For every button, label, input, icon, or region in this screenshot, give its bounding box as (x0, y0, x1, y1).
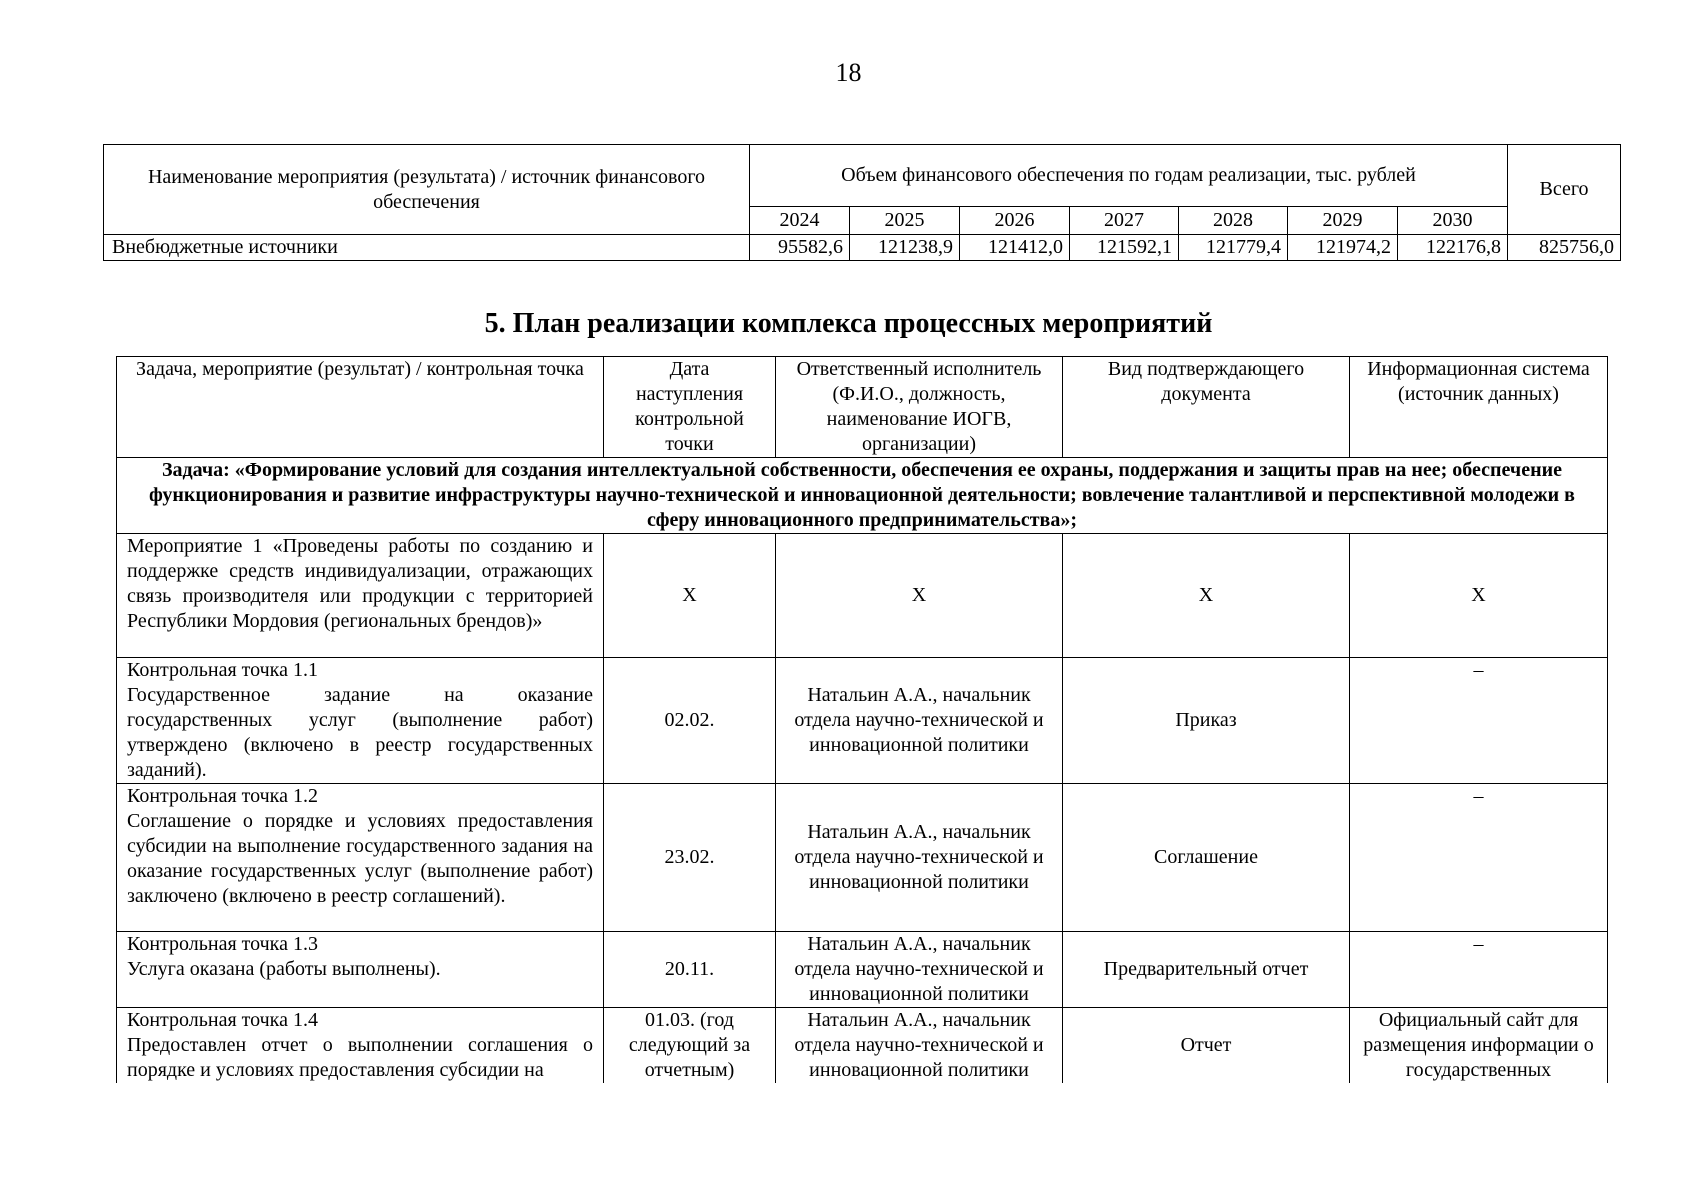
finance-source-label: Внебюджетные источники (104, 235, 750, 261)
checkpoint-document: Отчет (1063, 1008, 1350, 1084)
year-header: 2026 (960, 207, 1070, 235)
finance-total: 825756,0 (1508, 235, 1621, 261)
checkpoint-date: 23.02. (604, 784, 776, 932)
table-row (117, 534, 1608, 658)
task-row: Задача: «Формирование условий для создания интеллектуальной собственности, обеспечения ее охраны, поддержания и защиты прав на нее; обеспечение функционирования и развитие инфраструктуры научно-технической и инновационной деятельности; вовлечение талантливой и перспективной молодежи в сферу инновационного предпринимательства»; (117, 458, 1608, 534)
checkpoint-cell (117, 784, 604, 932)
checkpoint-document: Приказ (1063, 658, 1350, 784)
checkpoint-executor: Натальин А.А., начальник отдела научно-технической и инновационной политики (776, 1008, 1063, 1084)
header-task: Задача, мероприятие (результат) / контрольная точка (117, 357, 604, 458)
checkpoint-cell (117, 932, 604, 1008)
table-row (117, 658, 1608, 784)
table-row (117, 1008, 1608, 1084)
plan-table (116, 356, 1608, 1083)
checkpoint-title: Контрольная точка 1.4 (127, 1009, 318, 1031)
checkpoint-system-cell (1350, 784, 1608, 932)
checkpoint-text: Соглашение о порядке и условиях предоставления субсидии на выполнение государственного задания на оказание государственных услуг (выполнение работ) заключено (включено в реестр соглашений). (127, 810, 593, 907)
measure-text: Мероприятие 1 «Проведены работы по созданию и поддержке средств индивидуализации, отражающих связь производителя или продукции с территорией Республики Мордовия (региональных брендов)» (117, 534, 604, 658)
checkpoint-text: Предоставлен отчет о выполнении соглашения о порядке и условиях предоставления субсидии на (127, 1034, 593, 1081)
finance-table (103, 144, 1621, 261)
finance-value: 122176,8 (1398, 235, 1508, 261)
year-header: 2030 (1398, 207, 1508, 235)
measure-date: Х (604, 534, 776, 658)
measure-document: Х (1063, 534, 1350, 658)
table-row (104, 235, 1621, 261)
checkpoint-document: Соглашение (1063, 784, 1350, 932)
checkpoint-system: – (1473, 659, 1484, 681)
header-date: Дата наступления контрольной точки (604, 357, 776, 458)
finance-value: 121238,9 (850, 235, 960, 261)
checkpoint-document: Предварительный отчет (1063, 932, 1350, 1008)
year-header: 2027 (1070, 207, 1179, 235)
checkpoint-date: 01.03. (год следующий за отчетным) (604, 1008, 776, 1084)
checkpoint-clip (127, 1008, 593, 1082)
checkpoint-date: 20.11. (604, 932, 776, 1008)
year-header: 2028 (1179, 207, 1288, 235)
finance-value: 121592,1 (1070, 235, 1179, 261)
checkpoint-cell (117, 658, 604, 784)
section-title: 5. План реализации комплекса процессных мероприятий (484, 308, 1213, 339)
checkpoint-text: Услуга оказана (работы выполнены). (127, 958, 441, 980)
checkpoint-cell (117, 1008, 604, 1084)
year-header: 2024 (750, 207, 850, 235)
checkpoint-system-cell (1350, 932, 1608, 1008)
measure-system: Х (1350, 534, 1608, 658)
checkpoint-title: Контрольная точка 1.1 (127, 659, 318, 681)
checkpoint-system: Официальный сайт для размещения информации о государственных (1350, 1008, 1608, 1084)
checkpoint-executor: Натальин А.А., начальник отдела научно-технической и инновационной политики (776, 658, 1063, 784)
checkpoint-system: – (1473, 933, 1484, 955)
finance-value: 95582,6 (750, 235, 850, 261)
checkpoint-system-cell (1350, 658, 1608, 784)
checkpoint-date: 02.02. (604, 658, 776, 784)
header-document: Вид подтверждающего документа (1063, 357, 1350, 458)
table-row (117, 784, 1608, 932)
checkpoint-executor: Натальин А.А., начальник отдела научно-технической и инновационной политики (776, 932, 1063, 1008)
header-executor: Ответственный исполнитель (Ф.И.О., должность, наименование ИОГВ, организации) (776, 357, 1063, 458)
finance-value: 121412,0 (960, 235, 1070, 261)
year-header: 2025 (850, 207, 960, 235)
checkpoint-title: Контрольная точка 1.3 (127, 933, 318, 955)
header-system: Информационная система (источник данных) (1350, 357, 1608, 458)
checkpoint-title: Контрольная точка 1.2 (127, 785, 318, 807)
table-row (117, 932, 1608, 1008)
checkpoint-system: – (1473, 785, 1484, 807)
finance-total-header: Всего (1508, 145, 1621, 235)
finance-value: 121779,4 (1179, 235, 1288, 261)
measure-executor: Х (776, 534, 1063, 658)
finance-volume-header: Объем финансового обеспечения по годам реализации, тыс. рублей (750, 145, 1508, 207)
finance-value: 121974,2 (1288, 235, 1398, 261)
plan-header-row (117, 357, 1608, 458)
checkpoint-text: Государственное задание на оказание государственных услуг (выполнение работ) утверждено (включено в реестр государственных заданий). (127, 684, 593, 781)
checkpoint-executor: Натальин А.А., начальник отдела научно-технической и инновационной политики (776, 784, 1063, 932)
finance-name-header: Наименование мероприятия (результата) / источник финансового обеспечения (104, 145, 750, 235)
page-number: 18 (835, 58, 862, 87)
year-header: 2029 (1288, 207, 1398, 235)
